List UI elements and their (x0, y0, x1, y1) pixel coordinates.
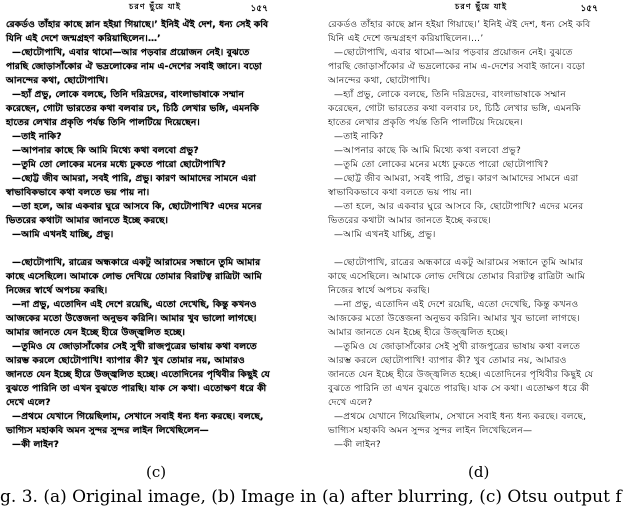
text-line: —আপনার কাছে কি আমি মিথ্যে কথা বলবো প্রভু? (12, 146, 199, 156)
text-line: স্বাভাবিকভাবে কথা বলতে ভয় পায় না। (6, 188, 150, 198)
text-line: ভিতরের কথাটা আমার জানতে ইচ্ছে করছে। (328, 216, 492, 226)
text-line (0, 242, 310, 256)
text-line: করেছেন, গোটা ভারতের কথা বলবার ঢং, চিঠি লেখার ভঙ্গি, এমনকি (328, 104, 581, 114)
text-line: ভাগ্যিস মহাকবি অমন সুন্দর সুন্দর লাইন লিখেছিলেন— (6, 426, 209, 436)
text-line: —তুমি তো লোকের মনের মধ্যে ঢুকতে পারো ছোটোপাখি? (12, 160, 227, 170)
text-line: —ছোটোপাখি, রাত্রের অন্ধকারে একটু আরামের সন্ধানে তুমি আমার (334, 258, 584, 268)
text-line: —কী লাইন? (12, 440, 59, 448)
text-line: —আমি এখনই যাচ্ছি, প্রভু। (334, 230, 436, 240)
text-line: আনন্দের কথা, ছোটোপাখি। (6, 76, 109, 86)
running-title: চরণ ছুঁয়ে যাই (455, 1, 507, 11)
subfigure-label-c: (c) (146, 463, 167, 481)
text-line (322, 242, 640, 256)
text-line: —ছোটোপাখি, এবার থামো—আর পড়বার প্রয়োজন নেই। বুঝতে (12, 48, 250, 58)
text-line: —না প্রভু, এতোদিন এই দেশে রয়েছি, এতো দেখেছি, কিন্তু কখনও (12, 300, 257, 310)
text-line: পারছি জোড়াসাঁকোর ঐ ভদ্রলোকের নাম এ-দেশের সবাই জানে। বড়ো (6, 62, 262, 72)
text-line: —হ্যাঁ প্রভু, লোকে বলছে, তিনি দরিদ্রদের, বাংলাভাষাকে সম্মান (334, 90, 566, 100)
text-line: জানতে যেন ইচ্ছে হীরে উজ্জ্বলিত হচ্ছে। এতোদিনের পৃথিবীর কিছুই যে (328, 370, 594, 380)
text-block (0, 18, 310, 448)
text-line: জানতে যেন ইচ্ছে হীরে উজ্জ্বলিত হচ্ছে। এতোদিনের পৃথিবীর কিছুই যে (6, 370, 270, 380)
text-line: —ছোট্ট জীব আমরা, সবই পারি, প্রভু। কারণ আমাদের সামনে এরা (334, 174, 579, 184)
text-line: আমার জানতে যেন ইচ্ছে হীরে উজ্জ্বলিত হচ্ছে। (6, 328, 186, 338)
text-line: —না প্রভু, এতোদিন এই দেশে রয়েছি, এতো দেখেছি, কিন্তু কখনও (334, 300, 579, 310)
text-line: —আপনার কাছে কি আমি মিথ্যে কথা বলবো প্রভু? (334, 146, 522, 156)
text-line: ভাগ্যিস মহাকবি অমন সুন্দর সুন্দর লাইন লিখেছিলেন— (328, 426, 533, 436)
text-line: দেখে এলে? (328, 398, 373, 408)
text-line: —ছোট্ট জীব আমরা, সবই পারি, প্রভু। কারণ আমাদের সামনে এরা (12, 174, 257, 184)
text-line: —তা হলে, আর একবার ঘুরে আসবে কি, ছোটোপাখি? এদের মনের (334, 202, 584, 212)
page-number: ১৫৭ (580, 4, 598, 14)
document-image-panel-c (0, 0, 310, 448)
document-image-panel-d (322, 0, 640, 448)
text-line: —তুমি তো লোকের মনের মধ্যে ঢুকতে পারো ছোটোপাখি? (334, 160, 549, 170)
text-line: —ছোটোপাখি, এবার থামো—আর পড়বার প্রয়োজন নেই। বুঝতে (334, 48, 573, 58)
text-line: —কী লাইন? (334, 440, 381, 448)
page-header (0, 0, 310, 18)
text-line: যিনি এই দেশে জন্মগ্রহণ করিয়াছিলেন।…’ (6, 34, 161, 44)
text-line: —তুমিও যে জোড়াসাঁকোর সেই সুখী রাজপুত্রের ভাষায় কথা বলতে (334, 342, 581, 352)
text-block (322, 18, 640, 448)
text-line: নিজের স্বার্থে অপচয় করছি। (6, 286, 108, 296)
figure-caption: g. 3. (a) Original image, (b) Image in (a) after blurring, (c) Otsu output f (0, 487, 622, 507)
text-line: আরম্ভ করলে ছোটোপাখি! ব্যাপার কী? খুব তোমার নয়, আমারও (6, 356, 245, 366)
text-line: আনন্দের কথা, ছোটোপাখি। (328, 76, 431, 86)
text-line: করেছেন, গোটা ভারতের কথা বলবার ঢং, চিঠি লেখার ভঙ্গি, এমনকি (6, 104, 259, 114)
text-line: রেকর্ডও তাঁহার কাছে ম্লান হইয়া গিয়াছে।’ ইনিই ঐই দেশ, ধন্য সেই কবি (6, 20, 269, 30)
text-line: পারছি জোড়াসাঁকোর ঐ ভদ্রলোকের নাম এ-দেশের সবাই জানে। বড়ো (328, 62, 585, 72)
text-line: আজকের মতো উত্তেজনা অনুভব করিনি। আমার খুব ভালো লাগছে। (6, 314, 257, 324)
text-line: ভিতরের কথাটা আমার জানতে ইচ্ছে করছে। (6, 216, 169, 226)
subfigure-label-d: (d) (468, 463, 490, 481)
text-line: হাতের লেখার প্রকৃতি পর্যন্ত তিনি পালটিয়ে দিয়েছেন। (6, 118, 200, 128)
text-line: কাছে এসেছিলে। আমাকে লোভ দেখিয়ে তোমার বিরাটত্ব রাত্রিটা আমি (6, 272, 262, 282)
text-line: দেখে এলে? (6, 398, 51, 408)
text-line: যিনি এই দেশে জন্মগ্রহণ করিয়াছিলেন।…’ (328, 34, 484, 44)
page-number: ১৫৭ (250, 4, 268, 14)
text-line: —তা হলে, আর একবার ঘুরে আসবে কি, ছোটোপাখি? এদের মনের (12, 202, 262, 212)
text-line: আমার জানতে যেন ইচ্ছে হীরে উজ্জ্বলিত হচ্ছে। (328, 328, 508, 338)
text-line: —আমি এখনই যাচ্ছি, প্রভু। (12, 230, 114, 240)
text-line: নিজের স্বার্থে অপচয় করছি। (328, 286, 431, 296)
text-line: —তাই নাকি? (334, 132, 384, 142)
text-line: —প্রথমে যেখানে গিয়েছিলাম, সেখানে সবাই ধন্য ধন্য করছে। বলছে, (334, 412, 587, 422)
text-line: স্বাভাবিকভাবে কথা বলতে ভয় পায় না। (328, 188, 473, 198)
text-line: —হ্যাঁ প্রভু, লোকে বলছে, তিনি দরিদ্রদের, বাংলাভাষাকে সম্মান (12, 90, 245, 100)
text-line: —ছোটোপাখি, রাত্রের অন্ধকারে একটু আরামের সন্ধানে তুমি আমার (12, 258, 261, 268)
text-line: —তুমিও যে জোড়াসাঁকোর সেই সুখী রাজপুত্রের ভাষায় কথা বলতে (12, 342, 257, 352)
text-line: —প্রথমে যেখানে গিয়েছিলাম, সেখানে সবাই ধন্য ধন্য করছে। বলছে, (12, 412, 264, 422)
running-title: চরণ ছুঁয়ে যাই (129, 1, 181, 11)
text-line: হাতের লেখার প্রকৃতি পর্যন্ত তিনি পালটিয়ে দিয়েছেন। (328, 118, 524, 128)
text-line: আরম্ভ করলে ছোটোপাখি! ব্যাপার কী? খুব তোমার নয়, আমারও (328, 356, 567, 366)
page-header (322, 0, 640, 18)
text-line: আজকের মতো উত্তেজনা অনুভব করিনি। আমার খুব ভালো লাগছে। (328, 314, 581, 324)
text-line: কাছে এসেছিলে। আমাকে লোভ দেখিয়ে তোমার বিরাটত্ব রাত্রিটা আমি (328, 272, 586, 282)
text-line: বুঝতে পারিনি তা এখন বুঝতে পারছি। যাক সে কথা। এতোক্ষণ ধরে কী (328, 384, 590, 394)
text-line: —তাই নাকি? (12, 132, 62, 142)
text-line: বুঝতে পারিনি তা এখন বুঝতে পারছি। যাক সে কথা। এতোক্ষণ ধরে কী (6, 384, 267, 394)
text-line: রেকর্ডও তাঁহার কাছে ম্লান হইয়া গিয়াছে।’ ইনিই ঐই দেশ, ধন্য সেই কবি (328, 20, 591, 30)
